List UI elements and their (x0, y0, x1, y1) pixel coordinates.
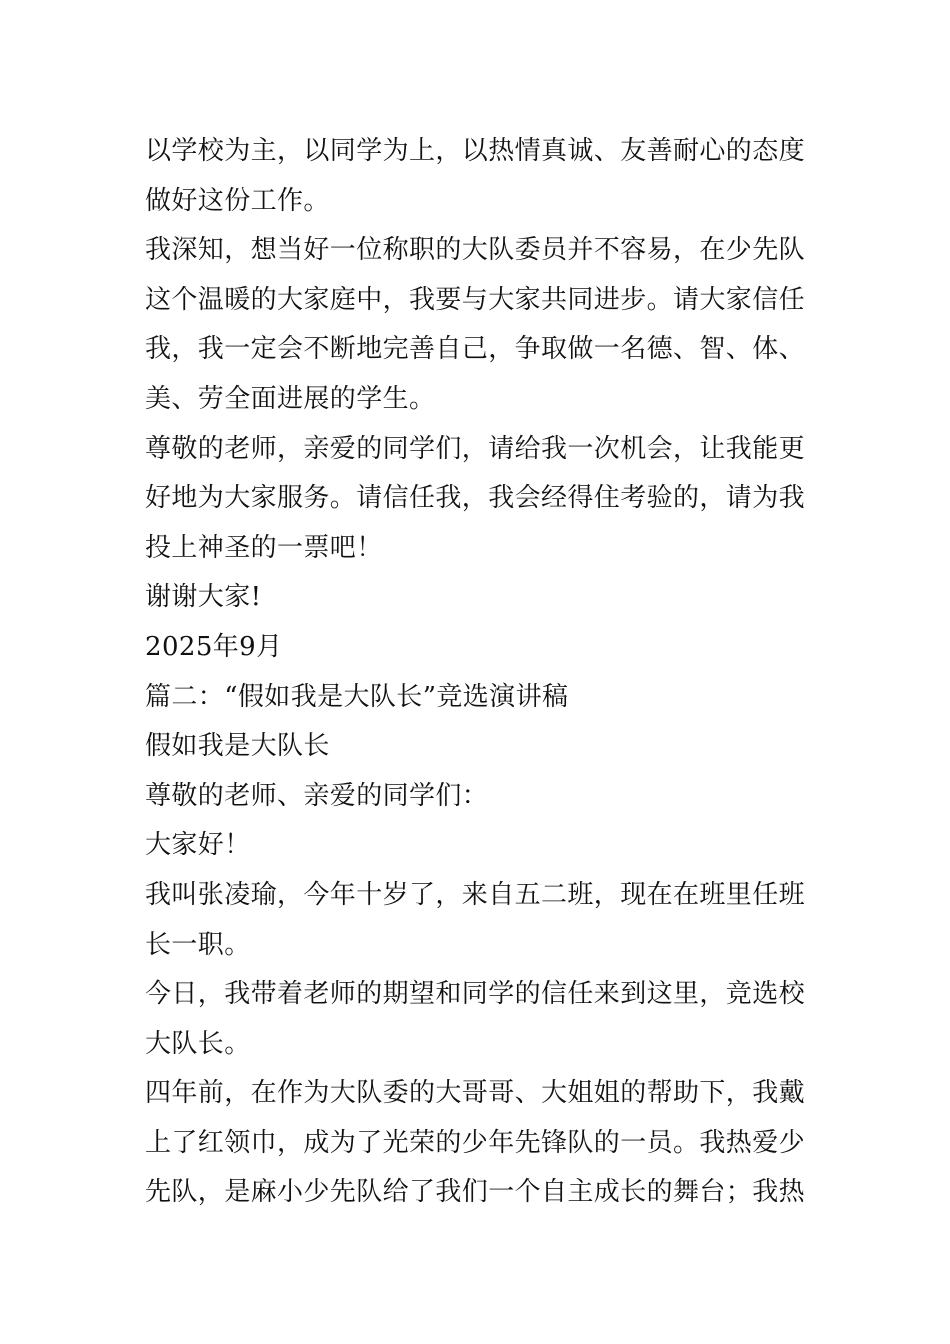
text-line: 长一职。 (145, 929, 251, 960)
speech-title: 假如我是大队长 (145, 731, 330, 762)
salutation-line: 尊敬的老师、亲爱的同学们： (145, 780, 489, 811)
text-line: 尊敬的老师，亲爱的同学们，请给我一次机会，让我能更 (145, 433, 806, 464)
text-line: 以学校为主，以同学为上，以热情真诚、友善耐心的态度 (145, 136, 806, 166)
text-line: 我叫张凌瑜，今年十岁了，来自五二班，现在在班里任班 (145, 879, 806, 910)
greeting-line: 大家好！ (145, 830, 251, 861)
date-line: 2025年9月 (145, 631, 283, 662)
text-line: 美、劳全面进展的学生。 (145, 383, 436, 414)
text-line: 好地为大家服务。请信任我，我会经得住考验的，请为我 (145, 483, 806, 514)
section-heading: 篇二：“假如我是大队长”竞选演讲稿 (145, 681, 569, 712)
text-line: 投上神圣的一票吧！ (145, 532, 383, 563)
text-line: 四年前，在作为大队委的大哥哥、大姐姐的帮助下，我戴 (145, 1078, 806, 1109)
text-line: 大队长。 (145, 1028, 251, 1059)
text-line: 做好这份工作。 (145, 185, 330, 216)
text-line: 我深知，想当好一位称职的大队委员并不容易，在少先队 (145, 235, 806, 266)
document-body (145, 127, 815, 1218)
text-line: 先队，是麻小少先队给了我们一个自主成长的舞台；我热 (145, 1177, 806, 1208)
text-line: 这个温暖的大家庭中，我要与大家共同进步。请大家信任 (145, 284, 806, 315)
closing-line: 谢谢大家! (145, 582, 262, 613)
text-line: 我，我一定会不断地完善自己，争取做一名德、智、体、 (145, 334, 806, 365)
text-line: 今日，我带着老师的期望和同学的信任来到这里，竞选校 (145, 979, 806, 1010)
text-line: 上了红领巾，成为了光荣的少年先锋队的一员。我热爱少 (145, 1127, 806, 1158)
